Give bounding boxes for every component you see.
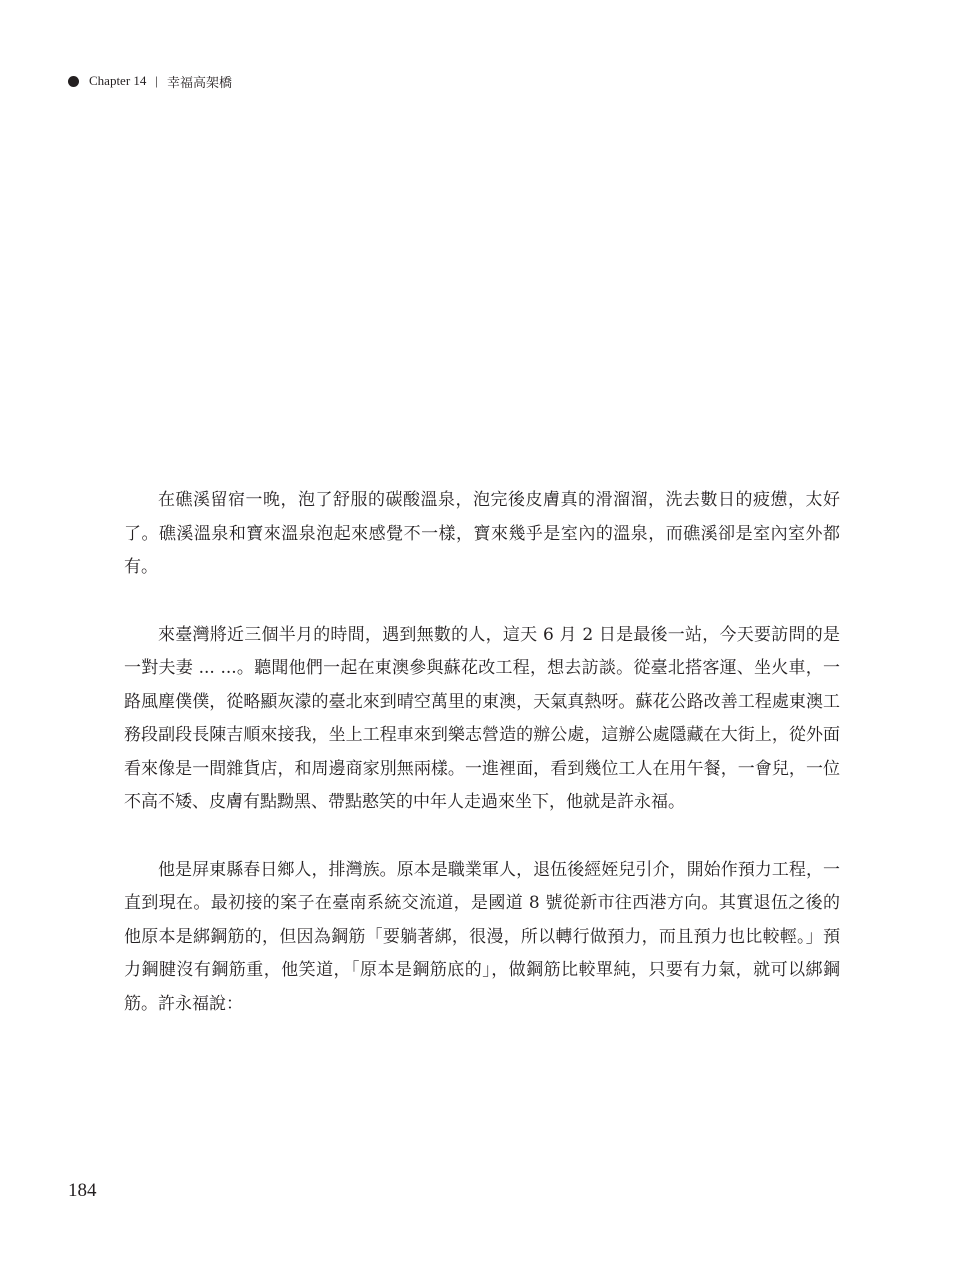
body-text [124,484,840,1021]
chapter-label: Chapter 14 [89,73,147,88]
paragraph: 他是屏東縣春日鄉人，排灣族。原本是職業軍人，退伍後經姪兒引介，開始作預力工程，一直到現在。最初接的案子在臺南系統交流道，是國道 8 號從新市往西港方向。其實退伍之後的他原本是綁鋼筋的，但因為鋼筋「要躺著綁，很漫，所以轉行做預力，而且預力也比較輕。」預力鋼腱沒有鋼筋重，他笑道，「原本是鋼筋底的」，做鋼筋比較單純，只要有力氣，就可以綁鋼筋。許永福說： [124,859,840,1014]
chapter-title: 幸福高架橋 [167,74,233,90]
header-separator: | [155,73,159,88]
paragraph: 在礁溪留宿一晚，泡了舒服的碳酸溫泉，泡完後皮膚真的滑溜溜，洗去數日的疲憊，太好了。礁溪溫泉和寶來溫泉泡起來感覺不一樣，寶來幾乎是室內的溫泉，而礁溪卻是室內室外都有。 [124,490,840,577]
paragraph: 來臺灣將近三個半月的時間，遇到無數的人，這天 6 月 2 日是最後一站，今天要訪問的是一對夫妻 ... ...。聽聞他們一起在東澳參與蘇花改工程，想去訪談。從臺北搭客運、坐火車，一路風塵僕僕，從略顯灰濛的臺北來到晴空萬里的東澳，天氣真熱呀。蘇花公路改善工程處東澳工務段副段長陳吉順來接我，坐上工程車來到樂志營造的辦公處，這辦公處隱藏在大街上，從外面看來像是一間雜貨店，和周邊商家別無兩樣。一進裡面，看到幾位工人在用午餐，一會兒，一位不高不矮、皮膚有點黝黑、帶點憨笑的中年人走過來坐下，他就是許永福。 [124,624,840,812]
page-number: 184 [68,1180,97,1201]
running-header [68,71,232,91]
bullet-icon [68,76,79,87]
